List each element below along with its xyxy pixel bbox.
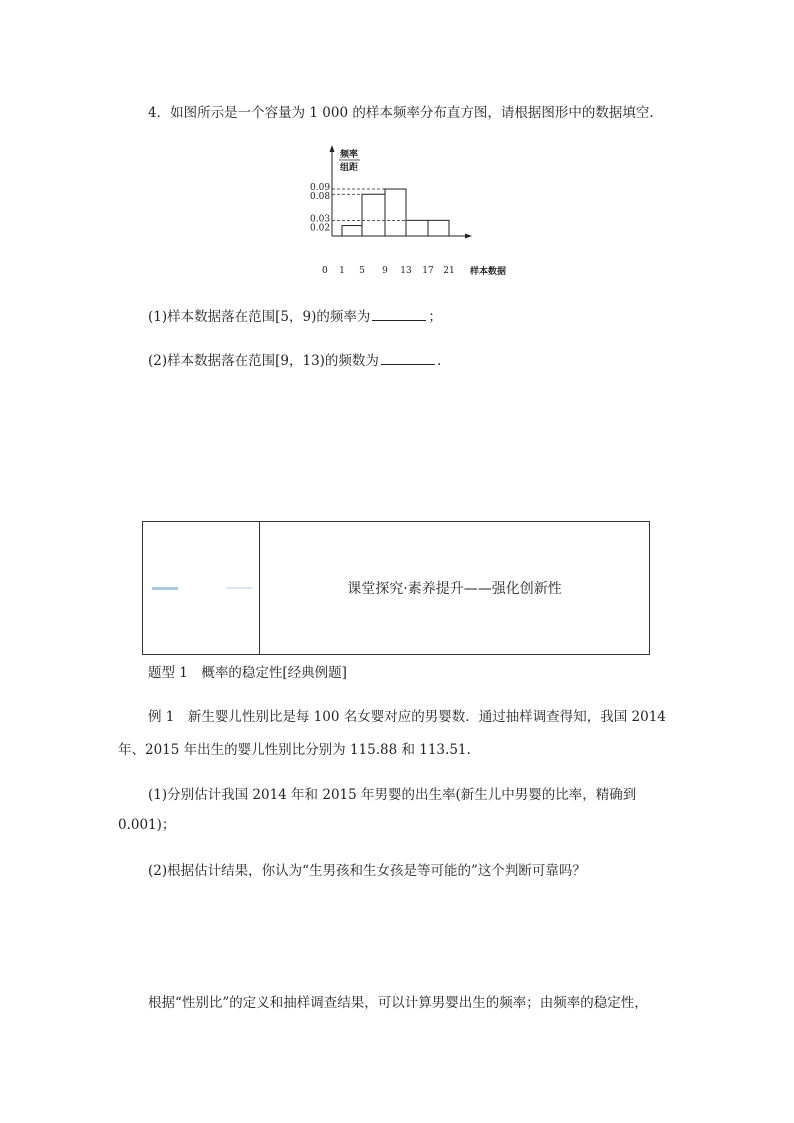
part-1-line-2: 0.001)； xyxy=(118,817,176,833)
x-tick-label: 9 xyxy=(382,266,388,276)
example-line-2: 年、2015 年出生的婴儿性别比分别为 115.88 和 113.51. xyxy=(118,742,471,758)
histogram-bar xyxy=(362,194,385,236)
question-2-text: (2)样本数据落在范围[9，13)的频数为 xyxy=(148,353,379,369)
x-tick-label: 17 xyxy=(422,266,434,276)
y-tick-label: 0.02 xyxy=(310,223,331,234)
x-axis-arrow xyxy=(465,234,472,239)
part-1-line-1: (1)分别估计我国 2014 年和 2015 年男婴的出生率(新生儿中男婴的比率，精确到 xyxy=(148,787,637,803)
banner-decoration xyxy=(226,587,252,589)
histogram-bar xyxy=(428,220,449,236)
x-tick-label: 13 xyxy=(400,266,412,276)
y-label-top: 频率 xyxy=(340,150,359,160)
banner-decoration xyxy=(152,587,178,590)
question-2-end: . xyxy=(436,353,442,369)
y-tick-label: 0.09 xyxy=(310,183,331,194)
x-tick-label: 1 xyxy=(339,266,345,276)
answer-blank-2[interactable] xyxy=(381,352,435,365)
x-tick-label: 0 xyxy=(322,266,328,276)
y-label-bottom: 组距 xyxy=(340,163,359,173)
question-1-text: (1)样本数据落在范围[5，9)的频率为 xyxy=(148,309,371,325)
histogram-bars xyxy=(342,189,449,236)
section-banner xyxy=(142,521,650,655)
histogram-bar xyxy=(385,189,406,236)
part-2: (2)根据估计结果，你认为“生男孩和生女孩是等可能的”这个判断可靠吗？ xyxy=(148,863,586,879)
histogram-bar xyxy=(342,226,362,236)
answer-blank-1[interactable] xyxy=(372,308,426,321)
frequency-histogram xyxy=(300,140,530,280)
y-axis-arrow xyxy=(330,145,335,152)
section-heading: 题型 1 概率的稳定性[经典例题] xyxy=(148,665,347,681)
question-1-end: ； xyxy=(428,309,442,325)
x-axis-label: 样本数据 xyxy=(470,267,507,277)
y-tick-label: 0.03 xyxy=(310,214,331,225)
question-2 xyxy=(148,352,441,370)
banner-image-area xyxy=(143,522,260,654)
solution-text: 根据“性别比”的定义和抽样调查结果，可以计算男婴出生的频率；由频率的稳定性， xyxy=(148,995,648,1011)
question-stem: 4．如图所示是一个容量为 1 000 的样本频率分布直方图，请根据图形中的数据填空． xyxy=(148,105,663,121)
question-1 xyxy=(148,308,442,326)
histogram-bar xyxy=(406,220,428,236)
y-tick-label: 0.08 xyxy=(310,192,331,203)
banner-title: 课堂探究·素养提升——强化创新性 xyxy=(347,581,562,597)
example-line-1: 例 1 新生婴儿性别比是每 100 名女婴对应的男婴数．通过抽样调查得知，我国 2014 xyxy=(148,709,666,725)
guide-lines xyxy=(332,189,406,220)
x-tick-label: 5 xyxy=(359,266,365,276)
x-tick-label: 21 xyxy=(443,266,455,276)
